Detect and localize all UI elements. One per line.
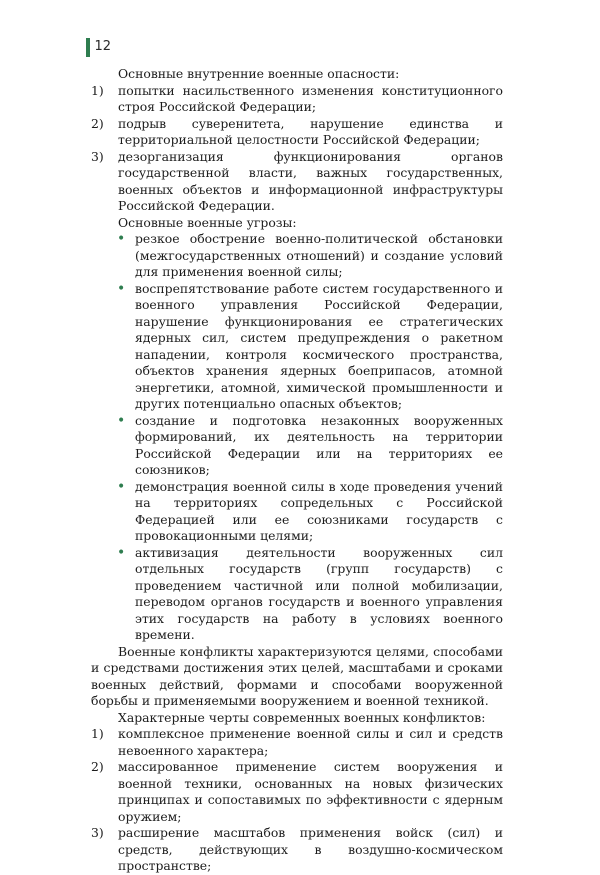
list-item-text: попытки насильственного изменения конституционного строя Российской Федерации; bbox=[118, 82, 503, 114]
numbered-list-item bbox=[91, 149, 503, 215]
list-item-text: резкое обострение военно-политической обстановки (межгосударственных отношений) и создание условий для применения военной силы; bbox=[135, 231, 503, 279]
list-number: 3) bbox=[91, 825, 104, 840]
list-number: 3) bbox=[91, 148, 104, 164]
bullet-list-item bbox=[91, 413, 503, 479]
bullet-list-item bbox=[91, 231, 503, 281]
list-number: 2) bbox=[91, 115, 104, 131]
bullet-icon: • bbox=[117, 544, 126, 561]
numbered-list-item bbox=[91, 726, 503, 759]
list-item-text: массированное применение систем вооружения и военной техники, основанных на новых физических принципах и сопоставимых по эффективности с ядерным оружием; bbox=[118, 759, 503, 824]
list-number: 1) bbox=[91, 82, 104, 98]
paragraph: Военные конфликты характеризуются целями, способами и средствами достижения этих целей, масштабами и сроками военных действий, формами и способами вооруженной борьбы и применяемыми вооружением и военной техникой. bbox=[91, 643, 503, 708]
list-item-text: комплексное применение военной силы и сил и средств невоенного характера; bbox=[118, 726, 503, 758]
numbered-list-item bbox=[91, 759, 503, 825]
bullet-icon: • bbox=[117, 231, 126, 247]
paragraph: Основные военные угрозы: bbox=[118, 214, 297, 230]
bullet-icon: • bbox=[117, 478, 126, 495]
page-body bbox=[91, 66, 503, 875]
paragraph: Характерные черты современных военных конфликтов: bbox=[118, 709, 486, 725]
page-number: 12 bbox=[94, 39, 112, 54]
list-item-text: активизация деятельности вооруженных сил отдельных государств (групп государств) с проведением частичной или полной мобилизации, переводом органов государств и военного управления этих государств на работу в условиях военного времени. bbox=[135, 544, 503, 642]
list-item-text: создание и подготовка незаконных вооруженных формирований, их деятельность на территории Российской Федерации или на территориях ее союзников; bbox=[135, 412, 503, 477]
page-marker-bar bbox=[86, 38, 90, 57]
bullet-icon: • bbox=[117, 412, 126, 429]
bullet-list-item bbox=[91, 545, 503, 644]
list-item-text: расширение масштабов применения войск (сил) и средств, действующих в воздушно-космическом пространстве; bbox=[118, 825, 503, 873]
list-item-text: демонстрация военной силы в ходе проведения учений на территориях сопредельных с Российской Федерацией или ее союзниками государств с провокационными целями; bbox=[135, 478, 503, 543]
list-number: 1) bbox=[91, 726, 104, 741]
list-item-text: подрыв суверенитета, нарушение единства и территориальной целостности Российской Федерации; bbox=[118, 115, 503, 147]
list-number: 2) bbox=[91, 759, 104, 774]
numbered-list-item bbox=[91, 83, 503, 116]
bullet-icon: • bbox=[117, 280, 126, 297]
bullet-list-item bbox=[91, 281, 503, 413]
numbered-list-item bbox=[91, 116, 503, 149]
numbered-list-item bbox=[91, 825, 503, 875]
list-item-text: воспрепятствование работе систем государственного и военного управления Российской Федерации, нарушение функционирования ее стратегических ядерных сил, систем предупреждения о ракетном нападении, контроля космического пространства, объектов хранения ядерных боеприпасов, атомной энергетики, атомной, химической промышленности и других потенциально опасных объектов; bbox=[135, 280, 503, 411]
list-item-text: дезорганизация функционирования органов государственной власти, важных государственных, военных объектов и информационной инфраструктуры Российской Федерации. bbox=[118, 148, 503, 213]
bullet-list-item bbox=[91, 479, 503, 545]
paragraph: Основные внутренние военные опасности: bbox=[118, 66, 400, 81]
page-number-header bbox=[86, 37, 111, 57]
